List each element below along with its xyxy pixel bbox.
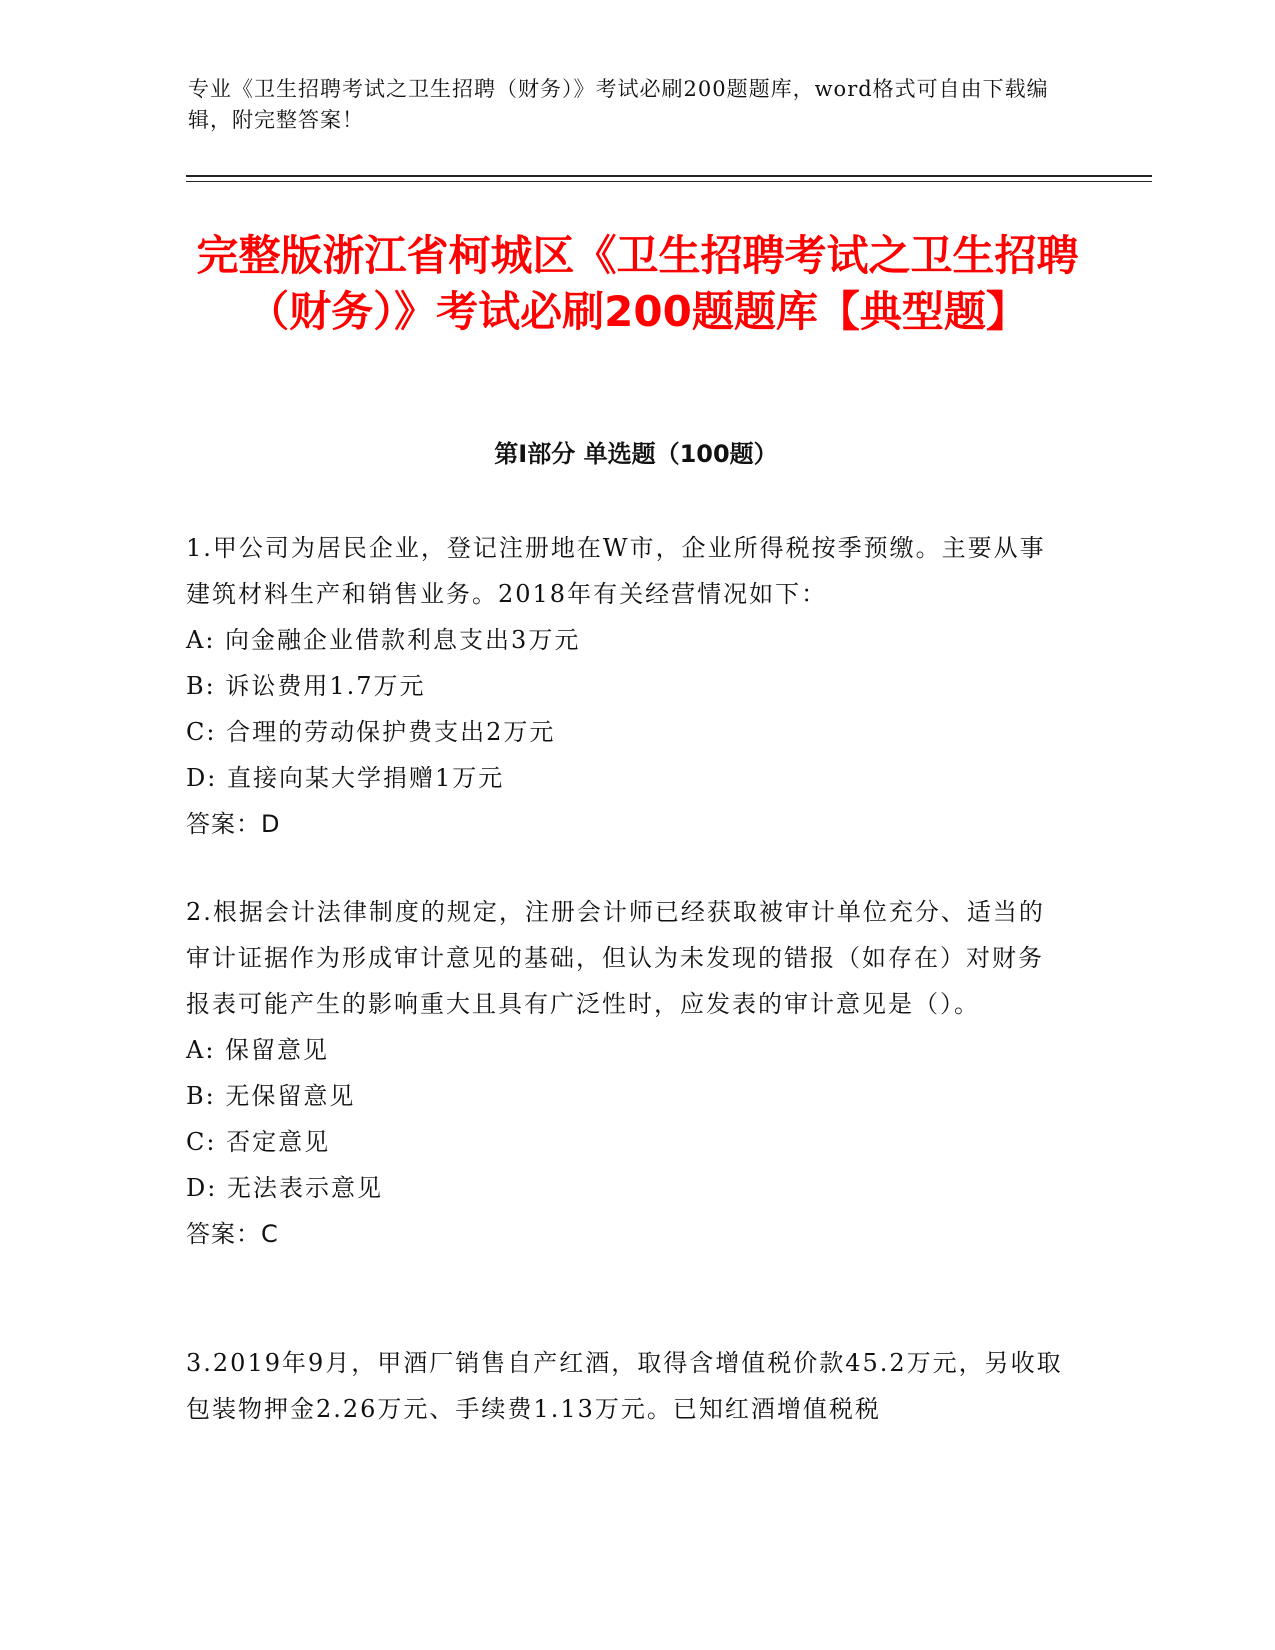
option-b: B: 无保留意见 [186,1082,356,1110]
option-c: C: 合理的劳动保护费支出2万元 [186,718,556,746]
header-divider-thin [186,181,1152,182]
question-stem: 2.根据会计法律制度的规定，注册会计师已经获取被审计单位充分、适当的审计证据作为形成审计意见的基础，但认为未发现的错报（如存在）对财务报表可能产生的影响重大且具有广泛性时，应发表的审计意见是（）。 [186,898,1045,1018]
question-stem: 3.2019年9月，甲酒厂销售自产红酒，取得含增值税价款45.2万元，另收取包装物押金2.26万元、手续费1.13万元。已知红酒增值税税 [186,1349,1063,1423]
answer: 答案：C [186,1220,279,1248]
option-c: C: 否定意见 [186,1128,331,1156]
option-a: A: 向金融企业借款利息支出3万元 [186,626,581,654]
question-3 [186,1340,1066,1432]
option-b: B: 诉讼费用1.7万元 [186,672,426,700]
option-d: D: 直接向某大学捐赠1万元 [186,764,505,792]
option-d: D: 无法表示意见 [186,1174,383,1202]
question-1 [186,525,1066,847]
document-title: 完整版浙江省柯城区《卫生招聘考试之卫生招聘（财务）》考试必刷200题题库【典型题】 [196,231,1079,336]
question-2 [186,889,1066,1257]
header-divider-thick [186,175,1152,177]
option-a: A: 保留意见 [186,1036,330,1064]
answer: 答案：D [186,810,281,838]
question-stem: 1.甲公司为居民企业，登记注册地在W市，企业所得税按季预缴。主要从事建筑材料生产和销售业务。2018年有关经营情况如下： [186,534,1046,608]
header-note: 专业《卫生招聘考试之卫生招聘（财务）》考试必刷200题题库，word格式可自由下载编辑，附完整答案！ [188,77,1049,132]
section-title: 第Ⅰ部分 单选题（100题） [494,440,778,468]
